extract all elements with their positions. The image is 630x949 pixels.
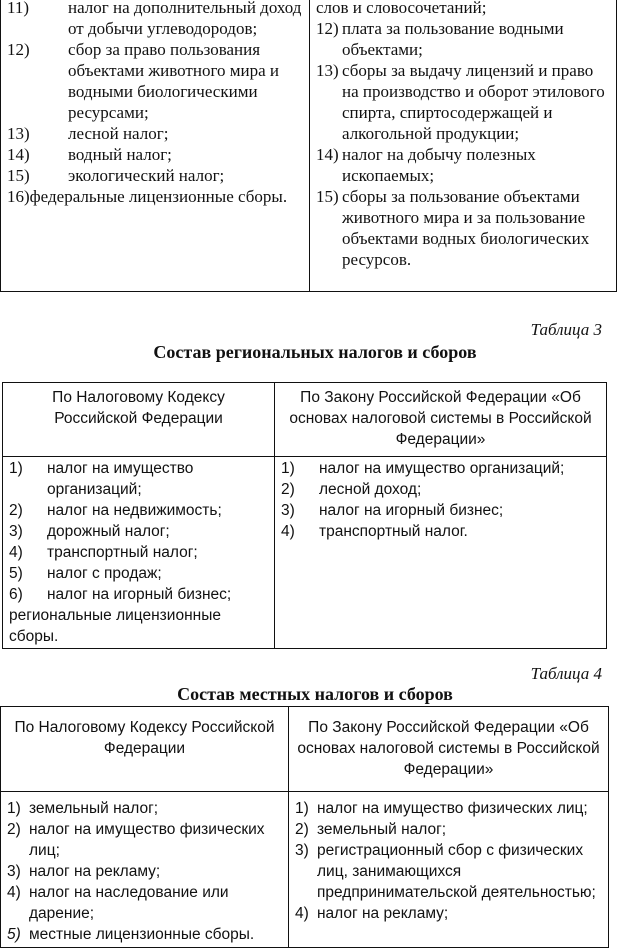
list-item: 14) налог на добычу полезных ископаемых; — [316, 145, 536, 185]
local-taxes-table — [0, 706, 609, 948]
list-item: 12) плата за пользование водными объектами; — [316, 19, 564, 59]
list-item: 2) налог на имущество физических лиц; — [7, 821, 265, 859]
table-3-header-left: По Налоговому Кодексу Российской Федерации — [3, 383, 275, 457]
list-item: 13) лесной налог; — [7, 124, 169, 143]
table-3-title: Состав региональных налогов и сборов — [153, 342, 477, 362]
list-item: 4) транспортный налог. — [281, 523, 468, 540]
federal-taxes-table-continuation — [0, 0, 617, 292]
list-item: 5) налог с продаж; — [9, 565, 162, 582]
list-item: 1) налог на имущество организаций; — [281, 460, 565, 477]
list-item: 2) лесной доход; — [281, 481, 422, 498]
table-3-header-right: По Закону Российской Федерации «Об основах налоговой системы в Российской Федерации» — [275, 383, 607, 457]
list-item: 6) налог на игорный бизнес; — [9, 586, 232, 603]
table-4-right-cell — [289, 792, 609, 948]
table-4-header-left: По Налоговому Кодексу Российской Федерации — [1, 707, 289, 792]
list-item: 2) земельный налог; — [295, 821, 447, 838]
list-item: 11) налог на дополнительный доход от добычи углеводородов; — [7, 0, 302, 38]
list-item: 3) налог на рекламу; — [7, 863, 161, 880]
table-4-header-right: По Закону Российской Федерации «Об основах налоговой системы в Российской Федерации» — [289, 707, 609, 792]
list-item: 2) налог на недвижимость; — [9, 502, 222, 519]
list-item: 1) налог на имущество физических лиц; — [295, 800, 588, 817]
list-item: слов и словосочетаний; — [316, 0, 487, 17]
list-item: 3) регистрационный сбор с физических лиц, занимающихся предпринимательской деятельностью; — [295, 842, 596, 901]
regional-taxes-table — [2, 382, 607, 649]
list-item: 1) земельный налог; — [7, 800, 159, 817]
list-item: 14) водный налог; — [7, 145, 172, 164]
list-item: 4) налог на наследование или дарение; — [7, 884, 229, 922]
table-3-label: Таблица 3 — [530, 320, 602, 339]
table-3-right-cell — [275, 457, 607, 649]
table-4-left-cell — [1, 792, 289, 948]
list-item: 3) дорожный налог; — [9, 523, 170, 540]
federal-taxes-left-cell — [1, 0, 310, 292]
list-item: 4) транспортный налог; — [9, 544, 198, 561]
list-item: 3) налог на игорный бизнес; — [281, 502, 504, 519]
list-item: 5) местные лицензионные сборы. — [7, 926, 255, 943]
list-item: 13) сборы за выдачу лицензий и право на производство и оборот этилового спирта, спиртосодержащей и алкогольной продукции; — [316, 61, 605, 143]
list-item: 16) федеральные лицензионные сборы. — [7, 187, 288, 206]
list-item: 12) сбор за право пользования объектами животного мира и водными биологическими ресурсами; — [7, 40, 279, 122]
table-3-left-cell — [3, 457, 275, 649]
table-4-title: Состав местных налогов и сборов — [177, 684, 453, 704]
list-item: 4) налог на рекламу; — [295, 905, 449, 922]
federal-taxes-right-cell — [310, 0, 617, 292]
table-4-label: Таблица 4 — [530, 664, 602, 683]
list-item: 15) сборы за пользование объектами животного мира и за пользование объектами водных биологических ресурсов. — [316, 187, 590, 269]
list-item: 1) налог на имущество организаций; — [9, 460, 194, 498]
list-item: региональные лицензионные сборы. — [9, 607, 221, 645]
list-item: 15) экологический налог; — [7, 166, 225, 185]
